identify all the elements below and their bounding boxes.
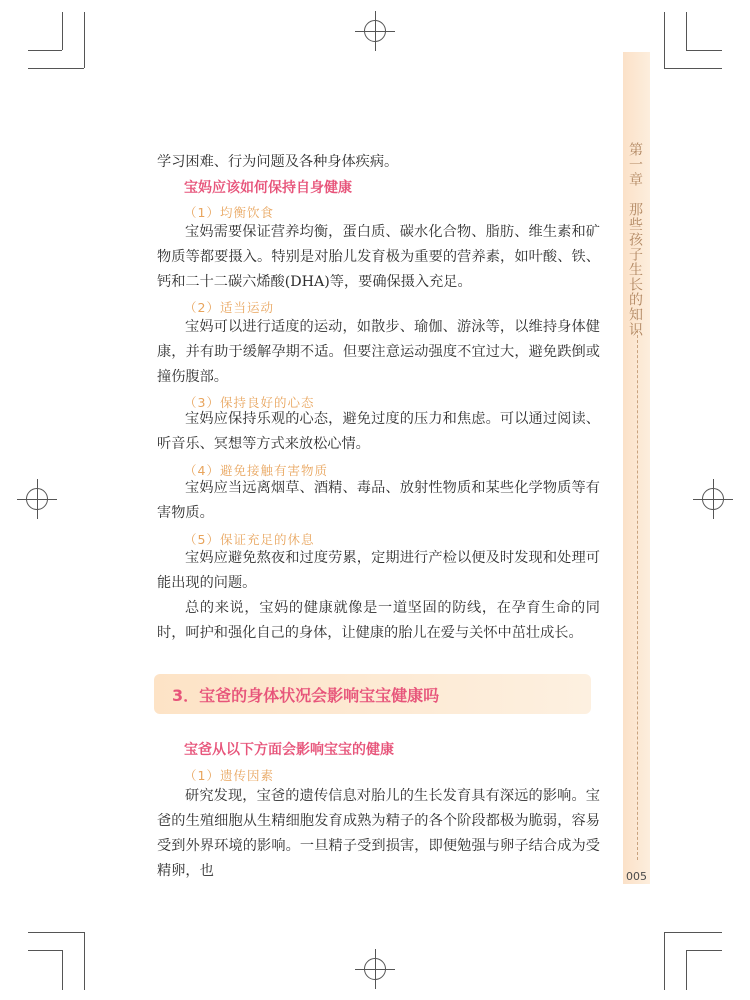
crop-mark	[62, 12, 63, 50]
crop-mark	[686, 50, 722, 51]
crop-mark	[28, 68, 84, 69]
crop-mark	[28, 50, 62, 51]
item-subheading: （5）保证充足的休息	[184, 532, 315, 547]
summary-paragraph: 总的来说，宝妈的健康就像是一道坚固的防线，在孕育生命的同时，呵护和强化自己的身体，让健康的胎儿在爱与关怀中茁壮成长。	[157, 600, 600, 641]
intro-tail: 学习困难、行为问题及各种身体疾病。	[157, 154, 399, 170]
crop-mark	[686, 950, 687, 990]
item-subheading: （4）避免接触有害物质	[184, 463, 328, 478]
registration-mark-icon	[702, 488, 724, 510]
crop-mark	[84, 12, 85, 68]
section-title: 3．宝爸的身体状况会影响宝宝健康吗	[172, 686, 440, 705]
crop-mark	[28, 932, 84, 933]
registration-mark-icon	[364, 958, 386, 980]
section-heading: 宝妈应该如何保持自身健康	[184, 180, 352, 196]
item-paragraph: 宝妈可以进行适度的运动，如散步、瑜伽、游泳等，以维持身体健康，并有助于缓解孕期不适。但要注意运动强度不宜过大，避免跌倒或撞伤腹部。	[157, 319, 600, 385]
crop-mark	[686, 950, 722, 951]
registration-mark-icon	[364, 20, 386, 42]
section-heading: 宝爸从以下方面会影响宝宝的健康	[184, 742, 394, 758]
crop-mark	[664, 932, 665, 990]
crop-mark	[664, 932, 722, 933]
item-paragraph: 宝妈应保持乐观的心态，避免过度的压力和焦虑。可以通过阅读、听音乐、冥想等方式来放松心情。	[157, 411, 600, 452]
item-paragraph: 研究发现，宝爸的遗传信息对胎儿的生长发育具有深远的影响。宝爸的生殖细胞从生精细胞发育成熟为精子的各个阶段都极为脆弱，容易受到外界环境的影响。一旦精子受到损害，即便勉强与卵子结合成为受精卵，也	[157, 788, 600, 879]
crop-mark	[84, 932, 85, 990]
item-paragraph: 宝妈应当远离烟草、酒精、毒品、放射性物质和某些化学物质等有害物质。	[157, 480, 600, 521]
crop-mark	[664, 12, 665, 68]
crop-mark	[62, 950, 63, 990]
item-subheading: （3）保持良好的心态	[184, 395, 315, 410]
crop-mark	[686, 12, 687, 50]
chapter-title: 第一章 那些孩子生长的知识	[627, 142, 643, 337]
item-paragraph: 宝妈应避免熬夜和过度劳累，定期进行产检以便及时发现和处理可能出现的问题。	[157, 550, 600, 591]
registration-mark-icon	[26, 488, 48, 510]
crop-mark	[664, 68, 722, 69]
item-subheading: （2）适当运动	[184, 300, 274, 315]
item-subheading: （1）均衡饮食	[184, 205, 274, 220]
page-number: 005	[626, 870, 647, 883]
side-tab-divider	[637, 330, 638, 860]
item-subheading: （1）遗传因素	[184, 768, 274, 783]
crop-mark	[28, 950, 62, 951]
item-paragraph: 宝妈需要保证营养均衡，蛋白质、碳水化合物、脂肪、维生素和矿物质等都要摄入。特别是对胎儿发育极为重要的营养素，如叶酸、铁、钙和二十二碳六烯酸(DHA)等，要确保摄入充足。	[157, 224, 600, 290]
